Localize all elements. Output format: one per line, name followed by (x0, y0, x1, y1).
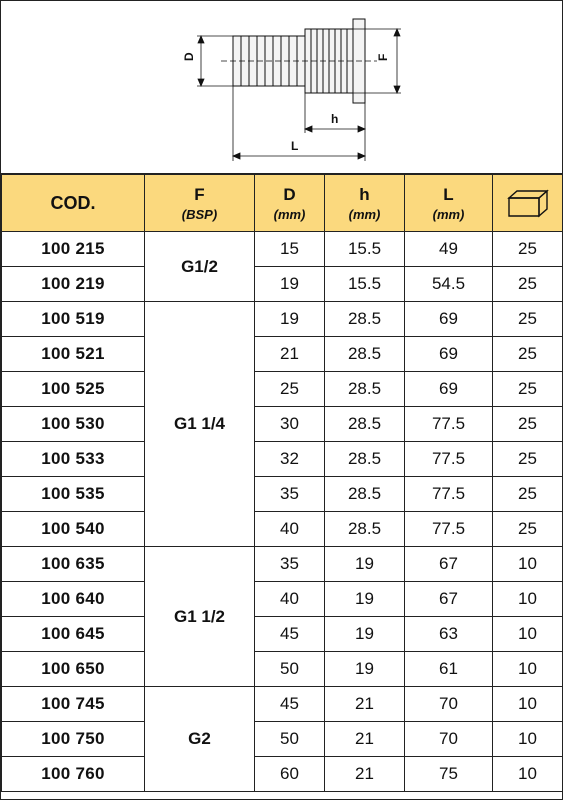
header-d: D (mm) (255, 175, 325, 232)
length-cell: 70 (405, 687, 493, 722)
diameter-cell: 15 (255, 232, 325, 267)
diameter-cell: 35 (255, 547, 325, 582)
table-row (2, 267, 563, 302)
code-cell: 100 650 (2, 652, 145, 687)
diameter-cell: 45 (255, 687, 325, 722)
diameter-cell: 35 (255, 477, 325, 512)
pack-quantity-cell: 10 (493, 652, 563, 687)
hose-tail-fitting-diagram (1, 1, 562, 173)
diameter-cell: 45 (255, 617, 325, 652)
length-cell: 69 (405, 302, 493, 337)
diameter-cell: 50 (255, 652, 325, 687)
code-cell: 100 525 (2, 372, 145, 407)
table-row (2, 337, 563, 372)
code-cell: 100 750 (2, 722, 145, 757)
table-row (2, 582, 563, 617)
thread-size-cell: G1 1/4 (145, 302, 255, 547)
pack-quantity-cell: 10 (493, 757, 563, 792)
pack-quantity-cell: 25 (493, 407, 563, 442)
height-cell: 19 (325, 582, 405, 617)
length-cell: 54.5 (405, 267, 493, 302)
diameter-cell: 60 (255, 757, 325, 792)
diameter-cell: 21 (255, 337, 325, 372)
diameter-cell: 19 (255, 302, 325, 337)
code-cell: 100 219 (2, 267, 145, 302)
length-cell: 77.5 (405, 512, 493, 547)
header-f: F (BSP) (145, 175, 255, 232)
pack-quantity-cell: 25 (493, 302, 563, 337)
length-cell: 69 (405, 337, 493, 372)
table-row (2, 687, 563, 722)
pack-quantity-cell: 10 (493, 582, 563, 617)
technical-drawing (1, 1, 562, 174)
length-cell: 77.5 (405, 442, 493, 477)
table-row (2, 617, 563, 652)
thread-size-cell: G2 (145, 687, 255, 792)
code-cell: 100 635 (2, 547, 145, 582)
height-cell: 19 (325, 652, 405, 687)
diameter-cell: 40 (255, 512, 325, 547)
pack-quantity-cell: 25 (493, 232, 563, 267)
dimension-l-label: L (291, 139, 299, 153)
height-cell: 21 (325, 757, 405, 792)
header-l: L (mm) (405, 175, 493, 232)
length-cell: 63 (405, 617, 493, 652)
length-cell: 70 (405, 722, 493, 757)
pack-quantity-cell: 25 (493, 512, 563, 547)
code-cell: 100 645 (2, 617, 145, 652)
header-code: COD. (2, 175, 145, 232)
pack-quantity-cell: 10 (493, 547, 563, 582)
table-row (2, 372, 563, 407)
thread-size-cell: G1/2 (145, 232, 255, 302)
dimension-h-label: h (331, 112, 339, 126)
table-row (2, 407, 563, 442)
diameter-cell: 32 (255, 442, 325, 477)
dimension-d-label: D (182, 52, 196, 61)
pack-quantity-cell: 10 (493, 687, 563, 722)
length-cell: 61 (405, 652, 493, 687)
height-cell: 28.5 (325, 302, 405, 337)
pack-quantity-cell: 25 (493, 477, 563, 512)
table-row (2, 652, 563, 687)
diameter-cell: 25 (255, 372, 325, 407)
height-cell: 15.5 (325, 232, 405, 267)
diameter-cell: 30 (255, 407, 325, 442)
code-cell: 100 535 (2, 477, 145, 512)
code-cell: 100 533 (2, 442, 145, 477)
table-row (2, 477, 563, 512)
specification-table (1, 174, 563, 792)
height-cell: 19 (325, 617, 405, 652)
table-row (2, 512, 563, 547)
box-icon (506, 188, 550, 218)
length-cell: 77.5 (405, 407, 493, 442)
length-cell: 75 (405, 757, 493, 792)
code-cell: 100 640 (2, 582, 145, 617)
pack-quantity-cell: 10 (493, 617, 563, 652)
height-cell: 21 (325, 687, 405, 722)
height-cell: 28.5 (325, 407, 405, 442)
pack-quantity-cell: 25 (493, 267, 563, 302)
height-cell: 28.5 (325, 372, 405, 407)
header-h: h (mm) (325, 175, 405, 232)
pack-quantity-cell: 25 (493, 337, 563, 372)
code-cell: 100 745 (2, 687, 145, 722)
height-cell: 28.5 (325, 477, 405, 512)
height-cell: 28.5 (325, 512, 405, 547)
height-cell: 28.5 (325, 442, 405, 477)
height-cell: 15.5 (325, 267, 405, 302)
table-row (2, 722, 563, 757)
diameter-cell: 19 (255, 267, 325, 302)
length-cell: 67 (405, 547, 493, 582)
diameter-cell: 50 (255, 722, 325, 757)
table-row (2, 232, 563, 267)
code-cell: 100 215 (2, 232, 145, 267)
length-cell: 67 (405, 582, 493, 617)
pack-quantity-cell: 10 (493, 722, 563, 757)
header-pack-quantity (493, 175, 563, 232)
height-cell: 19 (325, 547, 405, 582)
code-cell: 100 530 (2, 407, 145, 442)
table-row (2, 442, 563, 477)
length-cell: 77.5 (405, 477, 493, 512)
length-cell: 49 (405, 232, 493, 267)
code-cell: 100 540 (2, 512, 145, 547)
code-cell: 100 521 (2, 337, 145, 372)
height-cell: 28.5 (325, 337, 405, 372)
height-cell: 21 (325, 722, 405, 757)
dimension-f-label: F (376, 53, 390, 61)
code-cell: 100 760 (2, 757, 145, 792)
thread-size-cell: G1 1/2 (145, 547, 255, 687)
length-cell: 69 (405, 372, 493, 407)
table-row (2, 547, 563, 582)
code-cell: 100 519 (2, 302, 145, 337)
pack-quantity-cell: 25 (493, 442, 563, 477)
table-row (2, 302, 563, 337)
table-body (2, 232, 563, 792)
pack-quantity-cell: 25 (493, 372, 563, 407)
table-header-row (2, 175, 563, 232)
diameter-cell: 40 (255, 582, 325, 617)
table-row (2, 757, 563, 792)
